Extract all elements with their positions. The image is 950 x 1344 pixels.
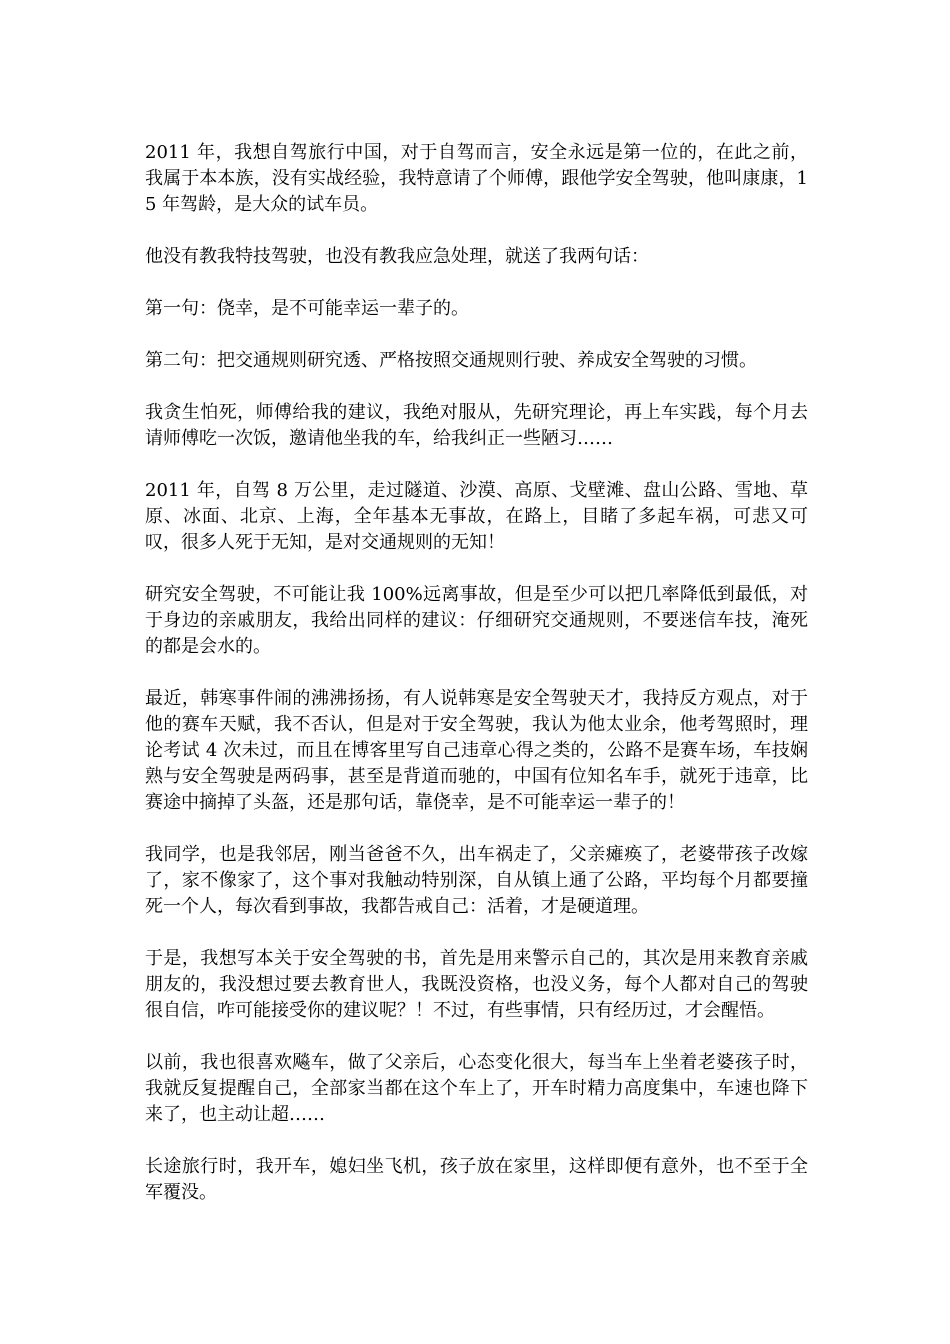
paragraph-12: 长途旅行时，我开车，媳妇坐飞机，孩子放在家里，这样即便有意外，也不至于全军覆没。 xyxy=(145,1156,808,1203)
paragraph-3: 第一句：侥幸，是不可能幸运一辈子的。 xyxy=(145,298,469,319)
paragraph-11: 以前，我也很喜欢飚车，做了父亲后，心态变化很大，每当车上坐着老婆孩子时，我就反复提醒自己，全部家当都在这个车上了，开车时精力高度集中，车速也降下来了，也主动让超…… xyxy=(145,1052,808,1125)
paragraph-9: 我同学，也是我邻居，刚当爸爸不久，出车祸走了，父亲瘫痪了，老婆带孩子改嫁了，家不像家了，这个事对我触动特别深，自从镇上通了公路，平均每个月都要撞死一个人，每次看到事故，我都告戒自己：活着，才是硬道理。 xyxy=(145,844,808,917)
paragraph-6: 2011 年，自驾 8 万公里，走过隧道、沙漠、高原、戈壁滩、盘山公路、雪地、草原、冰面、北京、上海，全年基本无事故，在路上，目睹了多起车祸，可悲又可叹，很多人死于无知，是对交通规则的无知！ xyxy=(145,480,808,553)
paragraph-7: 研究安全驾驶，不可能让我 100%远离事故，但是至少可以把几率降低到最低，对于身边的亲戚朋友，我给出同样的建议：仔细研究交通规则，不要迷信车技，淹死的都是会水的。 xyxy=(145,584,808,657)
paragraph-5: 我贪生怕死，师傅给我的建议，我绝对服从，先研究理论，再上车实践，每个月去请师傅吃一次饭，邀请他坐我的车，给我纠正一些陋习…… xyxy=(145,402,808,449)
paragraph-8: 最近，韩寒事件闹的沸沸扬扬，有人说韩寒是安全驾驶天才，我持反方观点，对于他的赛车天赋，我不否认，但是对于安全驾驶，我认为他太业余，他考驾照时，理论考试 4 次未过，而且在博客里写自己违章心得之类的，公路不是赛车场，车技娴熟与安全驾驶是两码事，甚至是背道而驰的，中国有位知名车手，就死于违章，比赛途中摘掉了头盔，还是那句话，靠侥幸，是不可能幸运一辈子的！ xyxy=(145,688,808,813)
paragraph-4: 第二句：把交通规则研究透、严格按照交通规则行驶、养成安全驾驶的习惯。 xyxy=(145,350,757,371)
paragraph-10: 于是，我想写本关于安全驾驶的书，首先是用来警示自己的，其次是用来教育亲戚朋友的，我没想过要去教育世人，我既没资格，也没义务，每个人都对自己的驾驶很自信，咋可能接受你的建议呢？！不过，有些事情，只有经历过，才会醒悟。 xyxy=(145,948,808,1021)
document-page xyxy=(145,140,808,1206)
paragraph-1: 2011 年，我想自驾旅行中国，对于自驾而言，安全永远是第一位的，在此之前，我属于本本族，没有实战经验，我特意请了个师傅，跟他学安全驾驶，他叫康康，15 年驾龄，是大众的试车员。 xyxy=(145,142,808,215)
paragraph-2: 他没有教我特技驾驶，也没有教我应急处理，就送了我两句话： xyxy=(145,246,649,267)
